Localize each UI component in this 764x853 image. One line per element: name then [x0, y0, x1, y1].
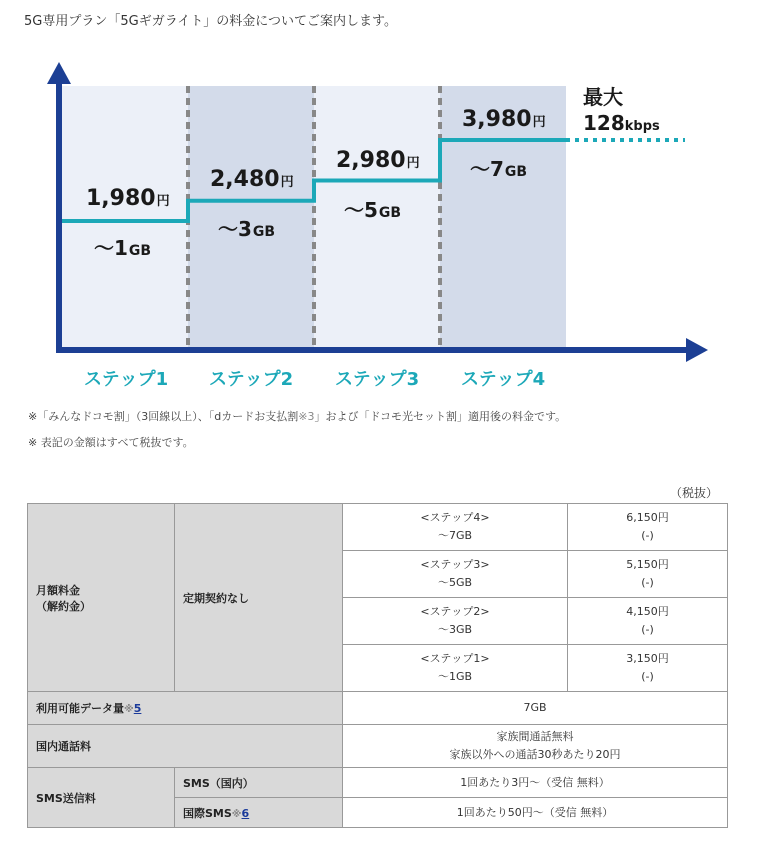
- data-label-step1: 〜1GB: [94, 236, 152, 260]
- intro-text: 5G専用プラン「5Gギガライト」の料金についてご案内します。: [24, 14, 397, 29]
- tax-excluded-note: ※ 表記の金額はすべて税抜です。: [28, 436, 194, 449]
- step1-price-cell: 3,150円 (-): [568, 645, 728, 692]
- monthly-fee-header: 月額料金 （解約金）: [28, 504, 175, 692]
- domestic-call-header: 国内通話料: [28, 725, 343, 768]
- price-label-step4: 3,980円: [462, 107, 546, 132]
- domestic-call-value: 家族間通話無料 家族以外への通話30秒あたり20円: [343, 725, 728, 768]
- footnote-5-link[interactable]: 5: [133, 702, 142, 715]
- table-row: [28, 504, 728, 551]
- price-label-step2: 2,480円: [210, 167, 294, 192]
- price-label-step1: 1,980円: [86, 186, 170, 211]
- price-label-step3: 2,980円: [336, 148, 420, 173]
- sms-domestic-header: SMS（国内）: [175, 768, 343, 798]
- contract-type-header: 定期契約なし: [175, 504, 343, 692]
- sms-domestic-value: 1回あたり3円〜（受信 無料）: [343, 768, 728, 798]
- step3-cell: <ステップ3> 〜5GB: [343, 551, 568, 598]
- step-label-4: ステップ4: [461, 369, 546, 390]
- fee-table: [27, 503, 728, 828]
- step-label-3: ステップ3: [335, 369, 420, 390]
- table-row: [28, 768, 728, 798]
- step-pricing-chart: [0, 60, 764, 400]
- step1-cell: <ステップ1> 〜1GB: [343, 645, 568, 692]
- discount-note: ※「みんなドコモ割」（3回線以上）、「dカードお支払割※3」および「ドコモ光セット割」適用後の料金です。: [28, 410, 567, 423]
- step2-price-cell: 4,150円 (-): [568, 598, 728, 645]
- x-axis-arrow: [686, 338, 708, 362]
- data-allowance-value: 7GB: [343, 692, 728, 725]
- sms-international-header: 国際SMS※6: [175, 798, 343, 828]
- step-label-2: ステップ2: [209, 369, 294, 390]
- data-label-step2: 〜3GB: [218, 217, 276, 241]
- max-speed-label: 最大 128kbps: [583, 85, 660, 135]
- sms-international-value: 1回あたり50円〜（受信 無料）: [343, 798, 728, 828]
- step3-price-cell: 5,150円 (-): [568, 551, 728, 598]
- step4-cell: <ステップ4> 〜7GB: [343, 504, 568, 551]
- tax-excluded-label: （税抜）: [669, 486, 718, 500]
- step-band-1: [62, 86, 188, 350]
- data-allowance-header: 利用可能データ量※5: [28, 692, 343, 725]
- table-row: [28, 725, 728, 768]
- y-axis-arrow: [47, 62, 71, 84]
- step-label-1: ステップ1: [84, 369, 169, 390]
- step4-price-cell: 6,150円 (-): [568, 504, 728, 551]
- step2-cell: <ステップ2> 〜3GB: [343, 598, 568, 645]
- footnote-6-link[interactable]: 6: [241, 806, 250, 820]
- table-row: [28, 692, 728, 725]
- data-label-step4: 〜7GB: [470, 157, 528, 181]
- sms-fee-header: SMS送信料: [28, 768, 175, 828]
- data-label-step3: 〜5GB: [344, 198, 402, 222]
